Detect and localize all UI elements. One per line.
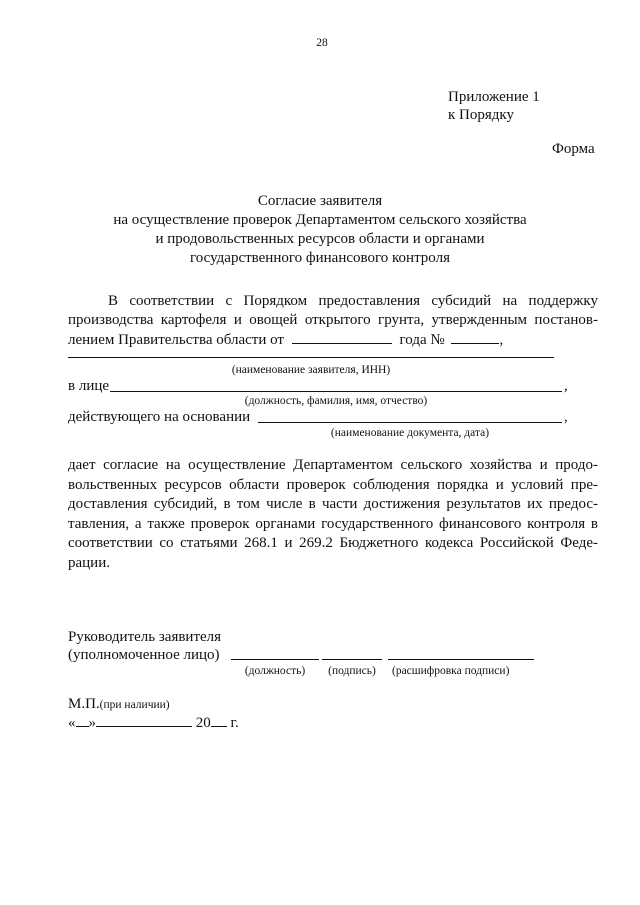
quote-close: » (88, 715, 96, 731)
appendix-line-1: Приложение 1 (448, 89, 540, 105)
page-number: 28 (316, 37, 328, 49)
intro-line-2: производства картофеля и овощей открытого грунта, утвержденным постанов- (68, 312, 598, 328)
intro-comma: , (499, 332, 504, 348)
consent-paragraph (68, 456, 598, 573)
title-line-2: на осуществление проверок Департаментом сельского хозяйства (113, 212, 527, 228)
signature-title-line-1: Руководитель заявителя (68, 629, 222, 645)
person-field[interactable] (110, 391, 562, 392)
month-field[interactable] (96, 713, 192, 727)
stamp-mp-note: (при наличии) (99, 699, 170, 711)
consent-line-5: соответствии со статьями 268.1 и 269.2 Бюджетного кодекса Российской Феде- (68, 535, 598, 551)
intro-line-3-start: лением Правительства области от (68, 332, 284, 348)
person-label: в лице (68, 378, 110, 394)
position-caption: (должность) (244, 665, 306, 677)
appendix-line-2: к Порядку (448, 107, 514, 123)
basis-comma: , (564, 409, 568, 425)
applicant-name-field[interactable] (68, 357, 554, 358)
basis-caption: (наименование документа, дата) (330, 427, 490, 439)
stamp-line (68, 695, 170, 714)
resolution-number-field[interactable] (451, 330, 499, 344)
title-line-3: и продовольственных ресурсов области и органами (155, 231, 485, 247)
consent-line-4: тавления, а также проверок органами государственного финансового контроля в (68, 515, 598, 532)
stamp-mp: М.П. (68, 696, 100, 712)
consent-line-2: вольственных ресурсов области проверок соблюдения порядка и условий пре- (68, 476, 598, 493)
consent-line-3: доставления субсидий, в том числе в части достижения результатов их предос- (68, 496, 598, 512)
consent-line-1: дает согласие на осуществление Департаментом сельского хозяйства и продо- (68, 457, 598, 473)
form-label: Форма (552, 141, 595, 157)
year-prefix: 20 (195, 715, 211, 731)
day-field[interactable] (76, 713, 89, 727)
quote-open: « (68, 715, 76, 731)
consent-line-6: рации. (68, 554, 110, 571)
title-line-4: государственного финансового контроля (189, 250, 450, 266)
person-caption: (должность, фамилия, имя, отчество) (244, 395, 428, 407)
date-line (68, 713, 239, 733)
position-field[interactable] (231, 659, 319, 660)
intro-line-3-year: года № (399, 332, 445, 348)
intro-line-1: В соответствии с Порядком предоставления субсидий на поддержку (108, 293, 598, 309)
signature-field[interactable] (322, 659, 382, 660)
title-line-1: Согласие заявителя (257, 193, 383, 209)
applicant-caption: (наименование заявителя, ИНН) (231, 364, 391, 376)
person-comma: , (564, 378, 568, 394)
year-suffix: г. (230, 715, 239, 731)
basis-field[interactable] (258, 422, 562, 423)
intro-line-3 (68, 330, 503, 350)
resolution-date-field[interactable] (292, 330, 392, 344)
signature-decode-field[interactable] (388, 659, 534, 660)
sign-caption: (подпись) (328, 665, 376, 677)
basis-label: действующего на основании (68, 409, 251, 425)
decode-caption: (расшифровка подписи) (392, 665, 510, 677)
signature-title-line-2: (уполномоченное лицо) (68, 647, 220, 663)
year-field[interactable] (211, 713, 227, 727)
